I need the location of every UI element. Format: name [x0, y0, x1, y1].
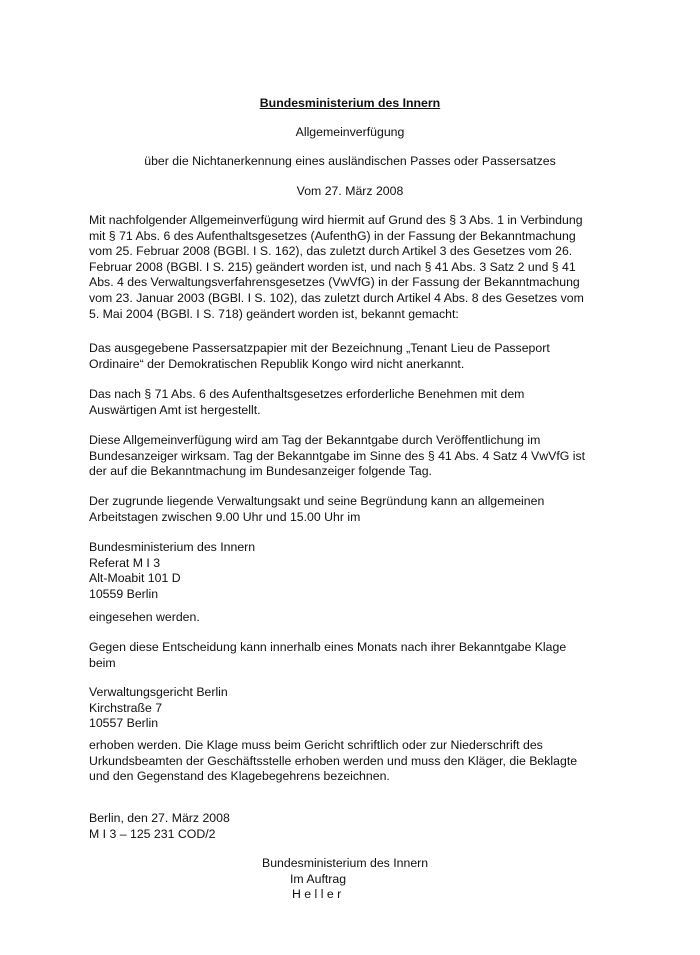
- address-line: 10559 Berlin: [89, 586, 159, 601]
- document-subtitle: Allgemeinverfügung: [295, 125, 405, 139]
- place-date: Berlin, den 27. März 2008: [89, 811, 230, 825]
- text-line: mit § 71 Abs. 6 des Aufenthaltsgesetzes (AufenthG) in der Fassung der Bekanntmachung: [89, 228, 576, 243]
- address-court: [89, 685, 649, 732]
- text-line: Gegen diese Entscheidung kann innerhalb eines Monats nach ihrer Bekanntgabe Klage: [89, 640, 567, 654]
- document-subject: über die Nichtanerkennung eines ausländischen Passes oder Passersatzes: [144, 154, 556, 168]
- text-line: beim: [89, 655, 116, 670]
- paragraph-erhoben: [89, 738, 649, 785]
- text-line: 5. Mai 2004 (BGBl. I S. 718) geändert worden ist, bekannt gemacht:: [89, 306, 459, 321]
- text-line: Februar 2008 (BGBl. I S. 215) geändert worden ist, und nach § 41 Abs. 3 Satz 2 und § 41: [89, 259, 576, 274]
- address-line: Referat M I 3: [89, 555, 161, 570]
- text-line: Diese Allgemeinverfügung wird am Tag der Bekanntgabe durch Veröffentlichung im: [89, 433, 541, 447]
- text-line: Der zugrunde liegende Verwaltungsakt und seine Begründung kann an allgemeinen: [89, 494, 545, 508]
- text-line: Mit nachfolgender Allgemeinverfügung wird hiermit auf Grund des § 3 Abs. 1 in Verbindung: [89, 213, 583, 227]
- address-line: 10557 Berlin: [89, 716, 159, 731]
- paragraph-eingesehen: [89, 610, 649, 626]
- address-line: Kirchstraße 7: [89, 700, 163, 715]
- paragraph-einsicht: [89, 494, 649, 525]
- paragraph-wirksam: [89, 433, 649, 480]
- signature-name: H e l l e r: [292, 887, 342, 902]
- text-line: Urkundsbeamten der Geschäftsstelle erhoben werden und muss den Kläger, die Beklagte: [89, 753, 578, 768]
- text-line: vom 25. Februar 2008 (BGBl. I S. 162), das zuletzt durch Artikel 3 des Gesetzes vom 26.: [89, 244, 573, 259]
- text-line: der auf die Bekanntmachung im Bundesanzeiger folgende Tag.: [89, 464, 432, 479]
- text-line: und den Gegenstand des Klagebegehrens bezeichnen.: [89, 769, 390, 784]
- paragraph-klage: [89, 640, 649, 671]
- text-line: Auswärtigen Amt ist hergestellt.: [89, 402, 261, 417]
- signature-block: [262, 856, 442, 903]
- paragraph-intro: [89, 213, 649, 322]
- file-reference: M I 3 – 125 231 COD/2: [89, 826, 216, 841]
- text-line: Abs. 4 des Verwaltungsverfahrensgesetzes (VwVfG) in der Fassung der Bekanntmachung: [89, 275, 580, 290]
- text-line: vom 23. Januar 2003 (BGBl. I S. 102), das zuletzt durch Artikel 4 Abs. 8 des Gesetzes vom: [89, 290, 584, 305]
- text-line: Das nach § 71 Abs. 6 des Aufenthaltsgesetzes erforderliche Benehmen mit dem: [89, 387, 525, 401]
- text-line: Das ausgegebene Passersatzpapier mit der Bezeichnung „Tenant Lieu de Passeport: [89, 341, 550, 355]
- text-line: Ordinaire“ der Demokratischen Republik Kongo wird nicht anerkannt.: [89, 356, 465, 371]
- address-line: Verwaltungsgericht Berlin: [89, 685, 228, 699]
- address-line: Alt-Moabit 101 D: [89, 571, 181, 586]
- address-line: Bundesministerium des Innern: [89, 540, 256, 554]
- document-title: Bundesministerium des Innern: [259, 96, 441, 110]
- text-line: eingesehen werden.: [89, 610, 200, 624]
- place-and-reference: [89, 811, 649, 842]
- text-line: Bundesanzeiger wirksam. Tag der Bekanntgabe im Sinne des § 41 Abs. 4 Satz 4 VwVfG ist: [89, 448, 586, 463]
- signature-order: Im Auftrag: [290, 871, 347, 886]
- text-line: erhoben werden. Die Klage muss beim Gericht schriftlich oder zur Niederschrift des: [89, 738, 543, 752]
- text-line: Arbeitstagen zwischen 9.00 Uhr und 15.00 Uhr im: [89, 509, 361, 524]
- signature-authority: Bundesministerium des Innern: [262, 856, 429, 870]
- document-date: Vom 27. März 2008: [296, 184, 404, 198]
- paragraph-passport: [89, 341, 649, 372]
- address-ministry: [89, 540, 649, 602]
- paragraph-benehmen: [89, 387, 649, 418]
